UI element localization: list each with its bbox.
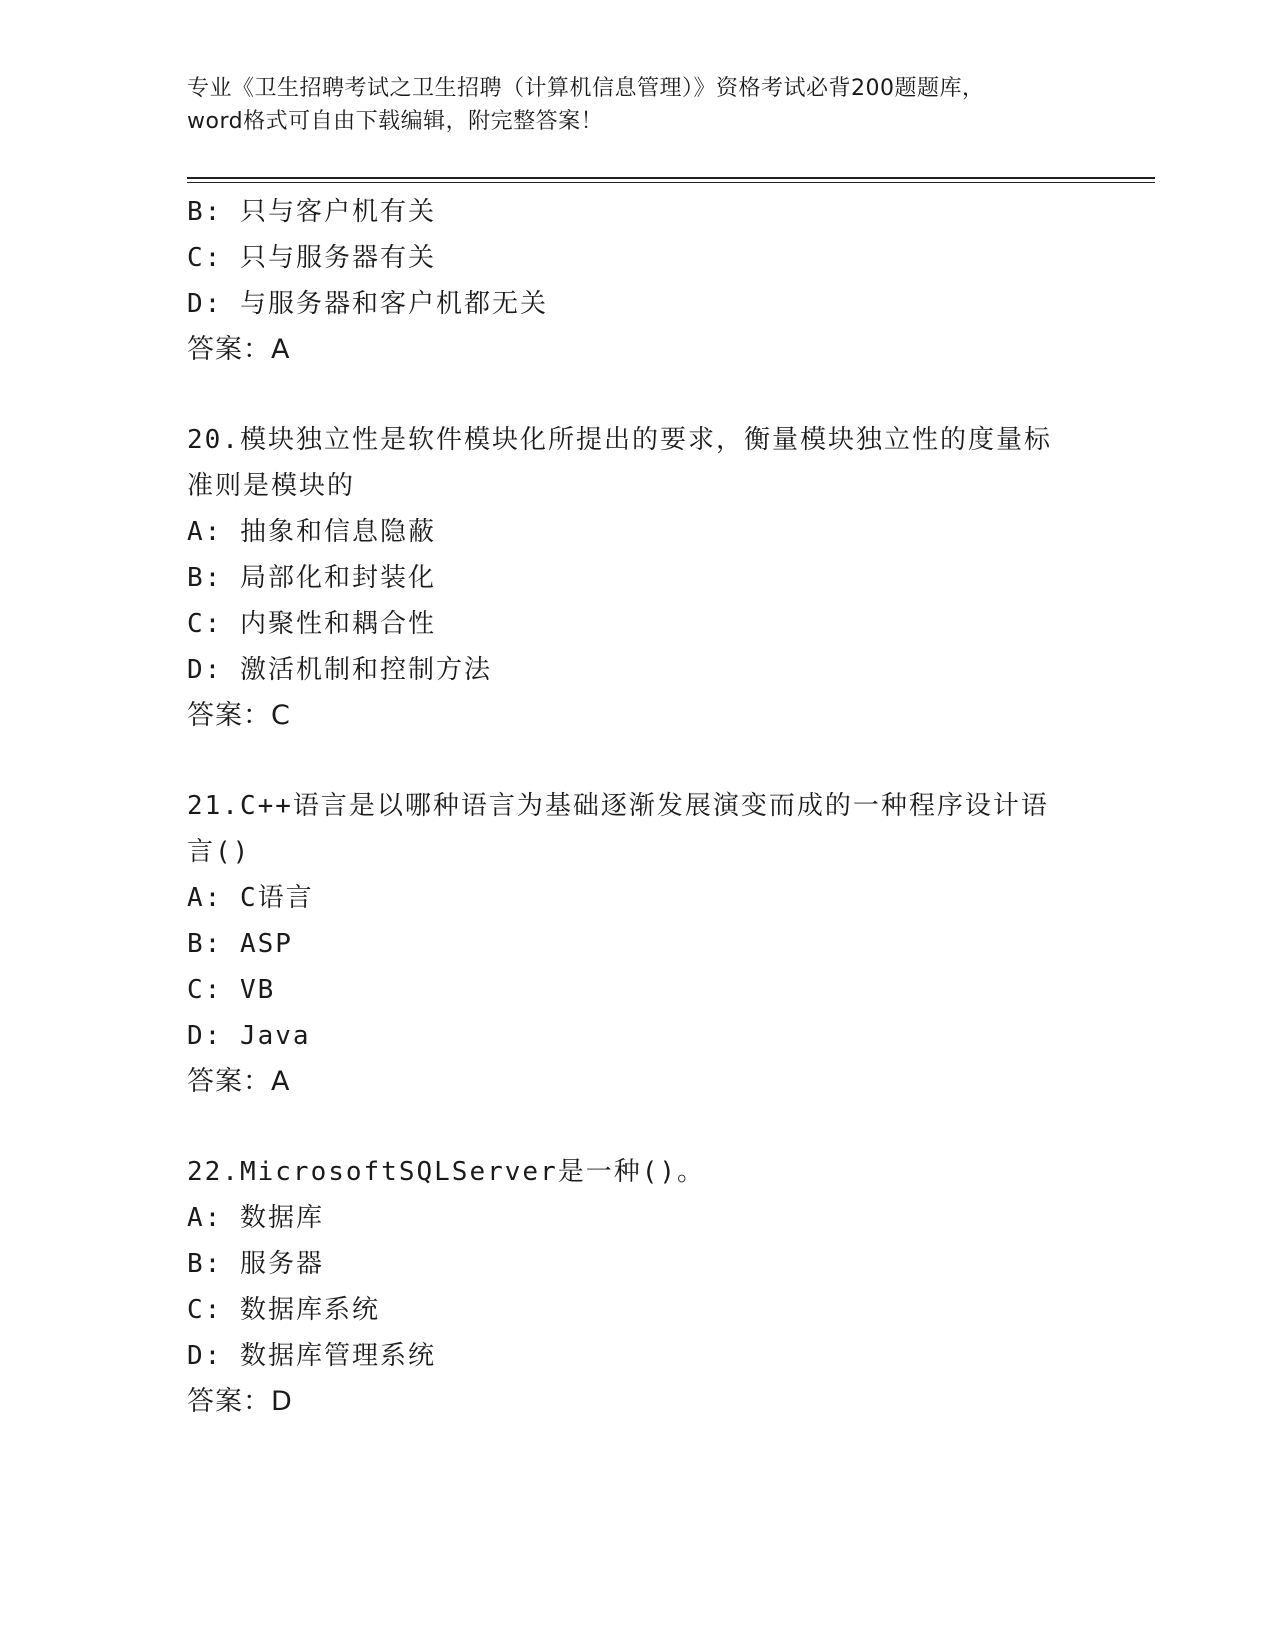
question-20 (187, 417, 1087, 739)
header-title-line-1: 专业《卫生招聘考试之卫生招聘（计算机信息管理）》资格考试必背200题题库， (187, 76, 985, 101)
question-spacer (187, 1105, 1087, 1149)
question-19 (187, 189, 1087, 373)
question-stem-line-2: 言() (187, 837, 251, 867)
question-list (187, 189, 1087, 1425)
header-divider-thick (187, 177, 1155, 179)
option-a: A: C语言 (187, 883, 314, 913)
document-header (187, 72, 1087, 138)
option-d: D: Java (187, 1021, 311, 1051)
option-b: B: ASP (187, 929, 293, 959)
option-d: D: 与服务器和客户机都无关 (187, 289, 548, 319)
option-b: B: 只与客户机有关 (187, 197, 436, 227)
header-title-line-2: word格式可自由下载编辑，附完整答案！ (187, 109, 604, 134)
answer-line: 答案：A (187, 1066, 291, 1097)
header-divider-thin (187, 182, 1155, 183)
option-d: D: 激活机制和控制方法 (187, 655, 492, 685)
question-21 (187, 783, 1087, 1105)
answer-line: 答案：C (187, 700, 291, 731)
question-stem-line-2: 准则是模块的 (187, 471, 356, 501)
question-spacer (187, 739, 1087, 783)
option-c: C: 数据库系统 (187, 1295, 380, 1325)
question-22 (187, 1149, 1087, 1425)
question-stem-line-1: 20.模块独立性是软件模块化所提出的要求，衡量模块独立性的度量标 (187, 425, 1052, 455)
option-d: D: 数据库管理系统 (187, 1341, 436, 1371)
answer-line: 答案：D (187, 1386, 293, 1417)
question-stem-line-1: 22.MicrosoftSQLServer是一种()。 (187, 1157, 706, 1187)
option-c: C: 内聚性和耦合性 (187, 609, 436, 639)
answer-line: 答案：A (187, 334, 291, 365)
question-stem-line-1: 21.C++语言是以哪种语言为基础逐渐发展演变而成的一种程序设计语 (187, 791, 1049, 821)
option-c: C: VB (187, 975, 276, 1005)
option-c: C: 只与服务器有关 (187, 243, 436, 273)
option-b: B: 服务器 (187, 1249, 324, 1279)
question-spacer (187, 373, 1087, 417)
option-a: A: 数据库 (187, 1203, 324, 1233)
option-a: A: 抽象和信息隐蔽 (187, 517, 436, 547)
option-b: B: 局部化和封装化 (187, 563, 436, 593)
